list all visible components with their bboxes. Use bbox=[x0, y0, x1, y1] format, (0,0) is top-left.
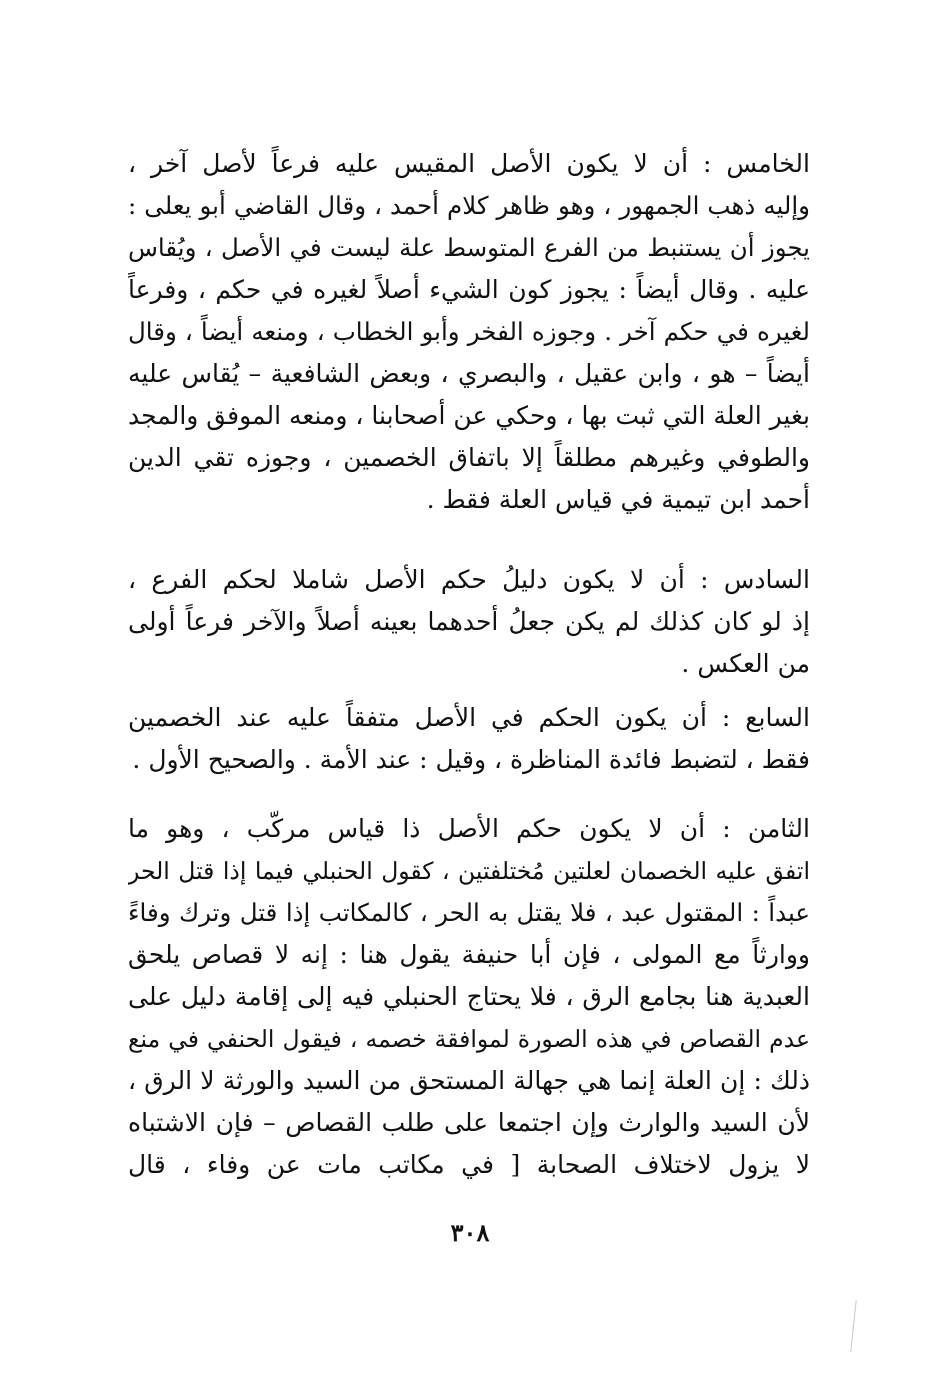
text-line: أيضاً – هو ، وابن عقيل ، والبصري ، وبعض الشافعية – يُقاس عليه bbox=[128, 359, 810, 388]
text-line: إذ لو كان كذلك لم يكن جعلُ أحدهما بعينه أصلاً والآخر فرعاً أولى bbox=[128, 607, 810, 636]
text-line: ذلك : إن العلة إنما هي جهالة المستحق من السيد والورثة لا الرق ، bbox=[128, 1066, 810, 1095]
text-line: يجوز أن يستنبط من الفرع المتوسط علة ليست في الأصل ، ويُقاس bbox=[128, 233, 810, 262]
text-line: لغيره في حكم آخر . وجوزه الفخر وأبو الخطاب ، ومنعه أيضاً ، وقال bbox=[128, 317, 810, 346]
text-line: عبداً : المقتول عبد ، فلا يقتل به الحر ، كالمكاتب إذا قتل وترك وفاءً bbox=[128, 898, 810, 927]
page-number: ٣٠٨ bbox=[450, 1218, 490, 1247]
paragraph-eighth bbox=[128, 808, 810, 1186]
text-line: فقط ، لتضبط فائدة المناظرة ، وقيل : عند الأمة . والصحيح الأول . bbox=[132, 745, 810, 774]
text-line: ووارثاً مع المولى ، فإن أبا حنيفة يقول هنا : إنه لا قصاص يلحق bbox=[128, 940, 810, 969]
scan-artifact-line bbox=[850, 1300, 856, 1352]
text-line: الخامس : أن لا يكون الأصل المقيس عليه فرعاً لأصل آخر ، bbox=[128, 149, 810, 178]
paragraph-seventh bbox=[128, 697, 810, 781]
text-line: الثامن : أن لا يكون حكم الأصل ذا قياس مركّب ، وهو ما bbox=[128, 814, 810, 843]
text-line: لا يزول لاختلاف الصحابة [ في مكاتب مات عن وفاء ، قال bbox=[128, 1150, 810, 1179]
text-line: عدم القصاص في هذه الصورة لموافقة خصمه ، فيقول الحنفي في منع bbox=[128, 1025, 810, 1053]
text-line: السادس : أن لا يكون دليلُ حكم الأصل شاملا لحكم الفرع ، bbox=[128, 565, 810, 594]
text-line: لأن السيد والوارث وإن اجتمعا على طلب القصاص – فإن الاشتباه bbox=[128, 1108, 810, 1137]
text-line: بغير العلة التي ثبت بها ، وحكي عن أصحابنا ، ومنعه الموفق والمجد bbox=[128, 401, 810, 430]
paragraph-fifth bbox=[128, 143, 810, 521]
text-line: عليه . وقال أيضاً : يجوز كون الشيء أصلاً لغيره في حكم ، وفرعاً bbox=[128, 275, 810, 304]
text-line: العبدية هنا بجامع الرق ، فلا يحتاج الحنبلي فيه إلى إقامة دليل على bbox=[128, 982, 810, 1011]
text-line: والطوفي وغيرهم مطلقاً إلا باتفاق الخصمين ، وجوزه تقي الدين bbox=[128, 443, 810, 472]
text-line: السابع : أن يكون الحكم في الأصل متفقاً عليه عند الخصمين bbox=[128, 703, 810, 732]
text-line: اتفق عليه الخصمان لعلتين مُختلفتين ، كقول الحنبلي فيما إذا قتل الحر bbox=[128, 857, 810, 885]
text-line: من العكس . bbox=[681, 649, 810, 678]
paragraph-sixth bbox=[128, 559, 810, 685]
text-line: وإليه ذهب الجمهور ، وهو ظاهر كلام أحمد ، وقال القاضي أبو يعلى : bbox=[128, 191, 810, 220]
text-line: أحمد ابن تيمية في قياس العلة فقط . bbox=[426, 485, 810, 514]
